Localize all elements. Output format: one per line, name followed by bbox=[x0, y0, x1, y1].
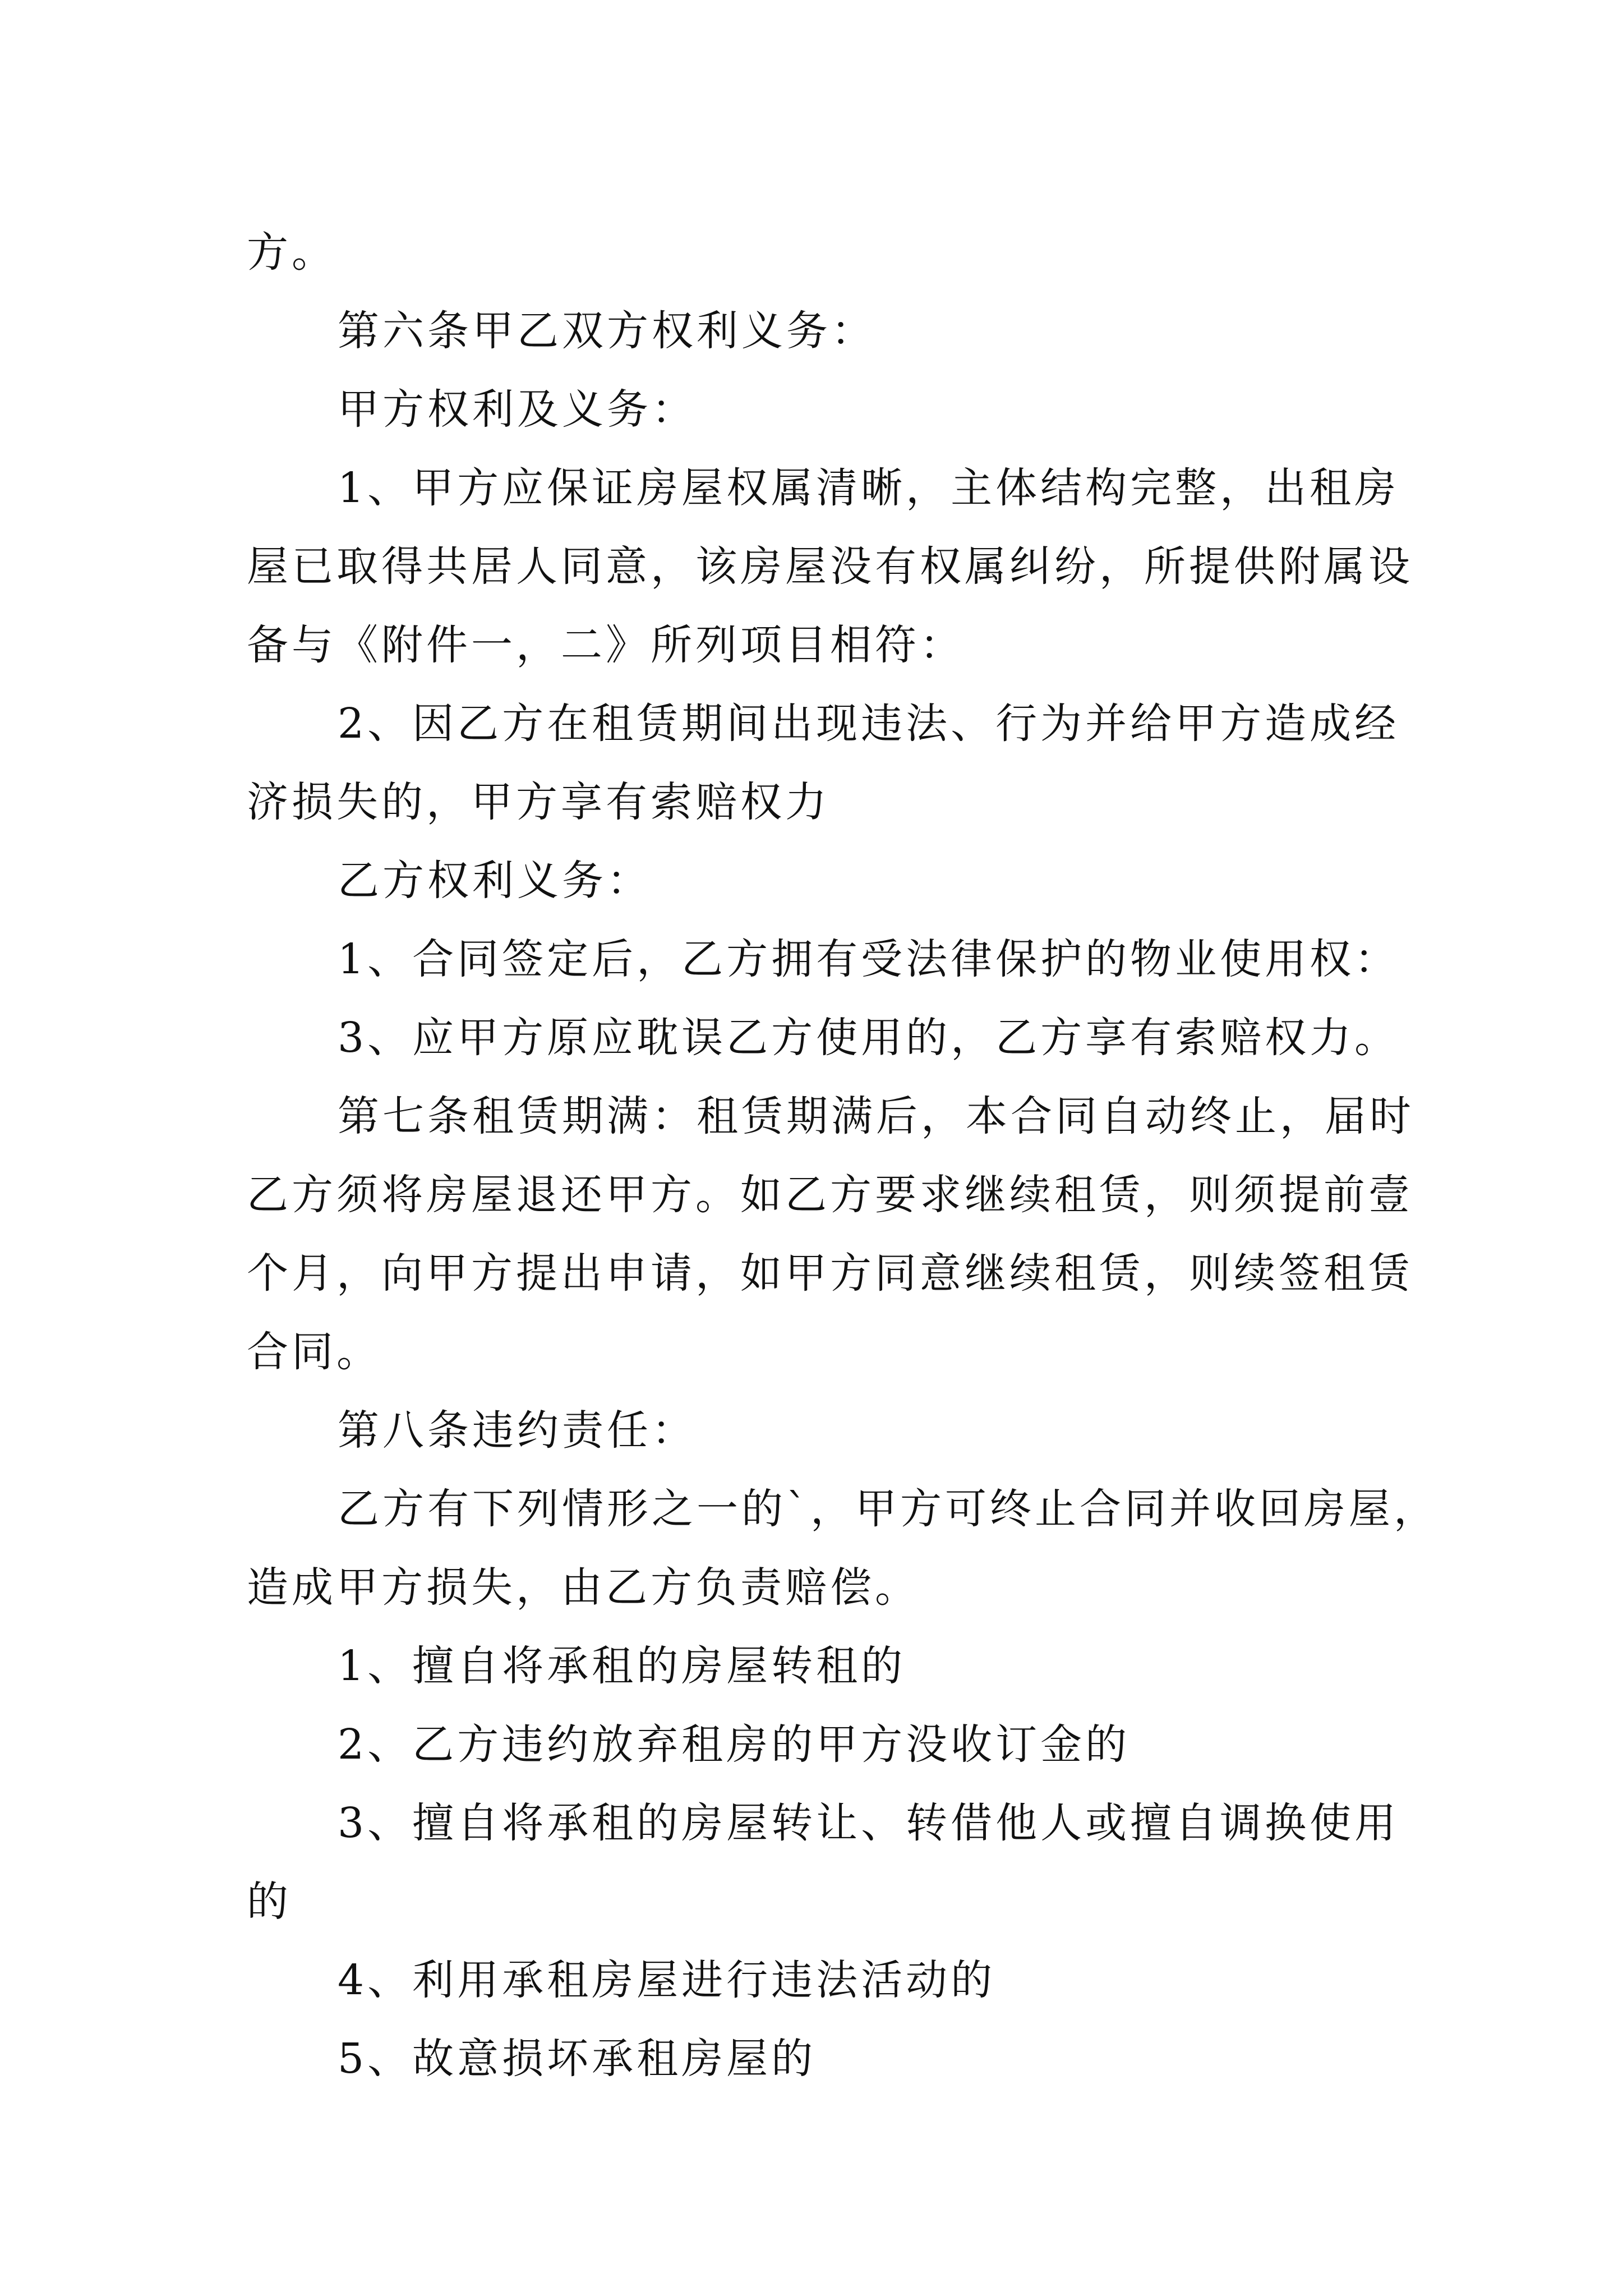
text-line: 备与《附件一，二》所列项目相符： bbox=[247, 621, 965, 669]
text-line: 造成甲方损失，由乙方负责赔偿。 bbox=[247, 1563, 920, 1612]
text-line: 5、故意损坏承租房屋的 bbox=[338, 2035, 817, 2083]
text-line: 1、合同签定后，乙方拥有受法律保护的物业使用权： bbox=[338, 935, 1400, 983]
text-line: 乙方有下列情形之一的`，甲方可终止合同并收回房屋， bbox=[338, 1485, 1438, 1533]
text-line: 3、擅自将承租的房屋转让、转借他人或擅自调换使用 bbox=[338, 1799, 1400, 1847]
text-line: 2、乙方违约放弃租房的甲方没收订金的 bbox=[338, 1720, 1131, 1769]
text-line: 乙方须将房屋退还甲方。如乙方要求继续租赁，则须提前壹 bbox=[247, 1171, 1413, 1219]
text-line: 乙方权利义务： bbox=[338, 857, 652, 905]
text-line: 的 bbox=[247, 1878, 292, 1926]
text-line: 2、因乙方在租赁期间出现违法、行为并给甲方造成经 bbox=[338, 700, 1400, 748]
text-line: 方。 bbox=[247, 228, 336, 277]
text-line: 个月，向甲方提出申请，如甲方同意继续租赁，则续签租赁 bbox=[247, 1249, 1413, 1297]
document-body bbox=[247, 213, 1438, 2098]
text-line: 4、利用承租房屋进行违法活动的 bbox=[338, 1956, 996, 2004]
text-line: 1、擅自将承租的房屋转租的 bbox=[338, 1642, 906, 1690]
text-line: 屋已取得共居人同意，该房屋没有权属纠纷，所提供附属设 bbox=[247, 542, 1413, 591]
text-line: 第七条租赁期满：租赁期满后，本合同自动终止，届时 bbox=[338, 1092, 1414, 1140]
text-line: 济损失的，甲方享有索赔权力 bbox=[247, 778, 830, 826]
text-line: 第六条甲乙双方权利义务： bbox=[338, 307, 876, 355]
text-line: 合同。 bbox=[247, 1328, 381, 1376]
text-line: 3、应甲方原应耽误乙方使用的，乙方享有索赔权力。 bbox=[338, 1014, 1400, 1062]
text-line: 甲方权利及义务： bbox=[338, 385, 697, 434]
text-line: 1、甲方应保证房屋权属清晰，主体结构完整，出租房 bbox=[338, 464, 1400, 512]
text-line: 第八条违约责任： bbox=[338, 1406, 697, 1455]
